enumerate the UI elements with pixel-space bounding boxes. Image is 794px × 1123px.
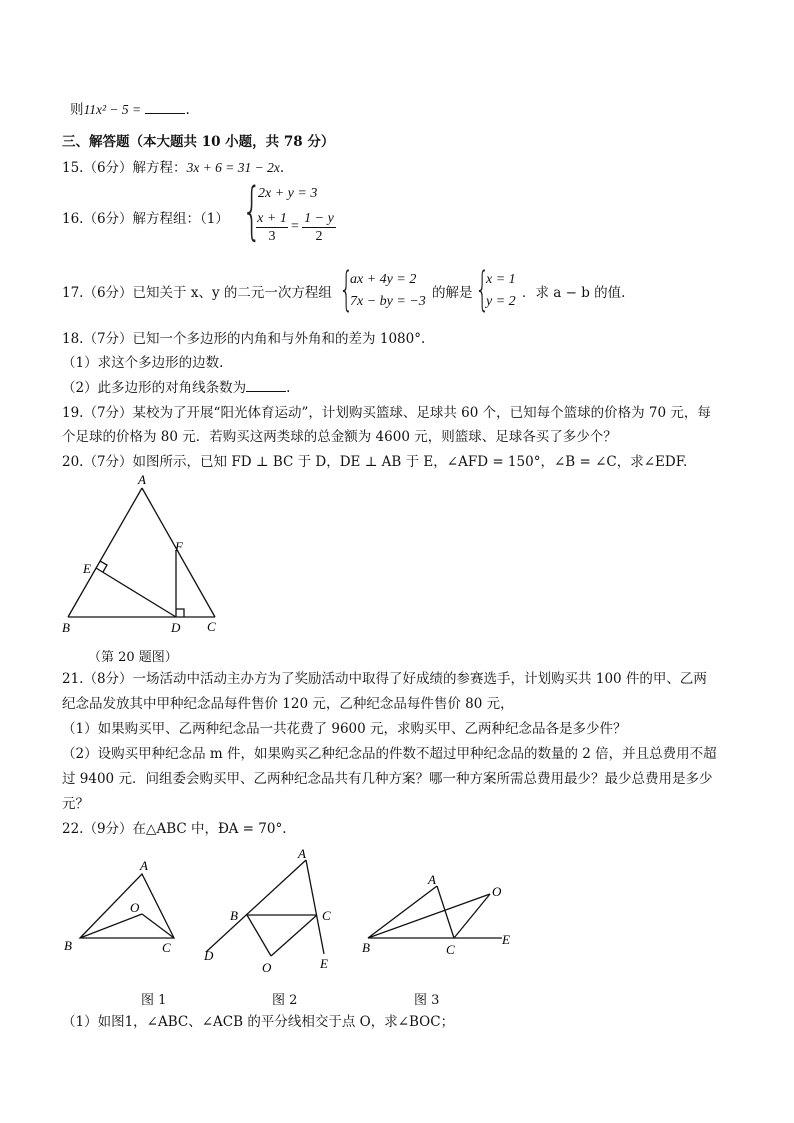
q22-fig2-co bbox=[271, 915, 317, 956]
q17-tail: ．求 a − b 的值. bbox=[522, 285, 626, 301]
q20-caption: （第 20 题图） bbox=[88, 650, 178, 665]
q20-label-d: D bbox=[171, 620, 181, 635]
q20-figure bbox=[58, 474, 228, 639]
q20-seg-de bbox=[96, 568, 176, 617]
q22-fig3-label-o: O bbox=[492, 884, 502, 899]
q22-fig1-bo bbox=[80, 914, 142, 938]
q22-fig2-ac bbox=[306, 860, 324, 954]
q17-sys1: ax + 4y = 2 bbox=[350, 272, 417, 287]
q17-lead: 17.（6分）已知关于 x、y 的二元一次方程组 bbox=[62, 285, 332, 301]
q21-line3: （1）如果购买甲、乙两种纪念品一共花费了 9600 元，求购买甲、乙两种纪念品各是多少件？ bbox=[62, 721, 627, 737]
q16-eq1: 2x + y = 3 bbox=[258, 186, 318, 201]
q16-lead: 16.（6分）解方程组：（1） bbox=[62, 211, 229, 227]
q22-fig3-label-a: A bbox=[428, 872, 436, 887]
q22-fig1-label-a: A bbox=[140, 858, 148, 873]
q18-answer-blank[interactable] bbox=[246, 379, 286, 392]
q22-fig3-label-c: C bbox=[446, 942, 455, 957]
q22-fig2-label-a: A bbox=[298, 846, 306, 861]
q22-fig1-co bbox=[142, 914, 174, 938]
q20-label-a: A bbox=[138, 474, 146, 487]
q20-label-e: E bbox=[83, 561, 91, 576]
q22-fig2-label-o: O bbox=[262, 960, 272, 975]
q18-line1: 18.（7分）已知一个多边形的内角和与外角和的差为 1080°. bbox=[62, 331, 426, 347]
q18-line2: （1）求这个多边形的边数. bbox=[62, 355, 224, 371]
q20-label-f: F bbox=[175, 539, 183, 554]
q22-fig1-label-b: B bbox=[64, 938, 72, 953]
q15: 15.（6分）解方程：3x + 6 = 31 − 2x. bbox=[62, 160, 285, 176]
q22-fig2-label-d: D bbox=[204, 948, 214, 963]
q22-fig1-triangle bbox=[80, 874, 174, 938]
q22-fig1-caption: 图 1 bbox=[141, 993, 167, 1008]
q17-sol2: y = 2 bbox=[486, 294, 516, 309]
q16-frac1: x + 1 3 bbox=[257, 211, 287, 244]
q20-label-b: B bbox=[62, 620, 70, 635]
q22-fig2-bo bbox=[247, 915, 271, 956]
q21-line4: （2）设购买甲种纪念品 m 件，如果购买乙种纪念品的件数不超过甲种纪念品的数量的 2 倍，并且总费用不超 bbox=[62, 746, 717, 762]
q22-figures bbox=[62, 846, 518, 976]
q18-line3: （2）此多边形的对角线条数为 . bbox=[62, 380, 291, 396]
q20-line1: 20.（7分）如图所示，已知 FD ⊥ BC 于 D，DE ⊥ AB 于 E，∠AFD = 150°，∠B = ∠C，求∠EDF. bbox=[62, 454, 688, 470]
q22-fig3-label-b: B bbox=[362, 940, 370, 955]
q20-side-ab bbox=[68, 488, 142, 617]
q20-label-c: C bbox=[207, 619, 216, 634]
q14-answer-blank[interactable] bbox=[145, 101, 185, 114]
section3-title: 三、解答题（本大题共 10 小题，共 78 分） bbox=[62, 134, 335, 150]
q17-brace1: { bbox=[339, 262, 354, 316]
q22-fig1-label-c: C bbox=[162, 940, 171, 955]
q22-fig1-label-o: O bbox=[130, 900, 140, 915]
q21-line1: 21.（8分）一场活动中活动主办方为了奖励活动中取得了好成绩的参赛选手，计划购买共 100 件的甲、乙两 bbox=[62, 671, 707, 687]
q22-fig3-label-e: E bbox=[502, 932, 510, 947]
q17-mid: 的解是 bbox=[432, 285, 473, 301]
q14-tail: 则11x² − 5 = . bbox=[70, 102, 190, 118]
q22-fig2-label-e: E bbox=[320, 956, 328, 971]
q22-fig3-caption: 图 3 bbox=[414, 993, 440, 1008]
q22-line1: 22.（9分）在△ABC 中，ÐA = 70°. bbox=[62, 821, 287, 837]
q19-line2: 个足球的价格为 80 元．若购买这两类球的总金额为 4600 元，则篮球、足球各买了多少个？ bbox=[62, 429, 617, 445]
q21-line5: 过 9400 元．问组委会购买甲、乙两种纪念品共有几种方案？哪一种方案所需总费用最少？最少总费用是多少 bbox=[62, 771, 713, 787]
q16-brace: { bbox=[242, 174, 262, 247]
q22-fig2-caption: 图 2 bbox=[272, 993, 298, 1008]
q17-brace2: { bbox=[475, 262, 490, 316]
q22-line2: （1）如图1，∠ABC、∠ACB 的平分线相交于点 O，求∠BOC； bbox=[62, 1014, 455, 1030]
q21-line2: 纪念品发放其中甲种纪念品每件售价 120 元，乙种纪念品每件售价 80 元， bbox=[62, 696, 514, 712]
q22-fig2-label-c: C bbox=[322, 908, 331, 923]
q21-line6: 元？ bbox=[62, 796, 89, 812]
q22-fig3-ba bbox=[368, 886, 437, 938]
q16-eqsign: = bbox=[291, 219, 299, 234]
q20-right-angle-d bbox=[176, 609, 184, 617]
q17-sys2: 7x − by = −3 bbox=[350, 294, 426, 309]
q19-line1: 19.（7分）某校为了开展“阳光体育运动”，计划购买篮球、足球共 60 个，已知每个篮球的价格为 70 元，每 bbox=[62, 405, 711, 421]
q16-frac2: 1 − y 2 bbox=[302, 211, 336, 246]
q17-sol1: x = 1 bbox=[486, 272, 516, 287]
q22-fig2-label-b: B bbox=[230, 908, 238, 923]
